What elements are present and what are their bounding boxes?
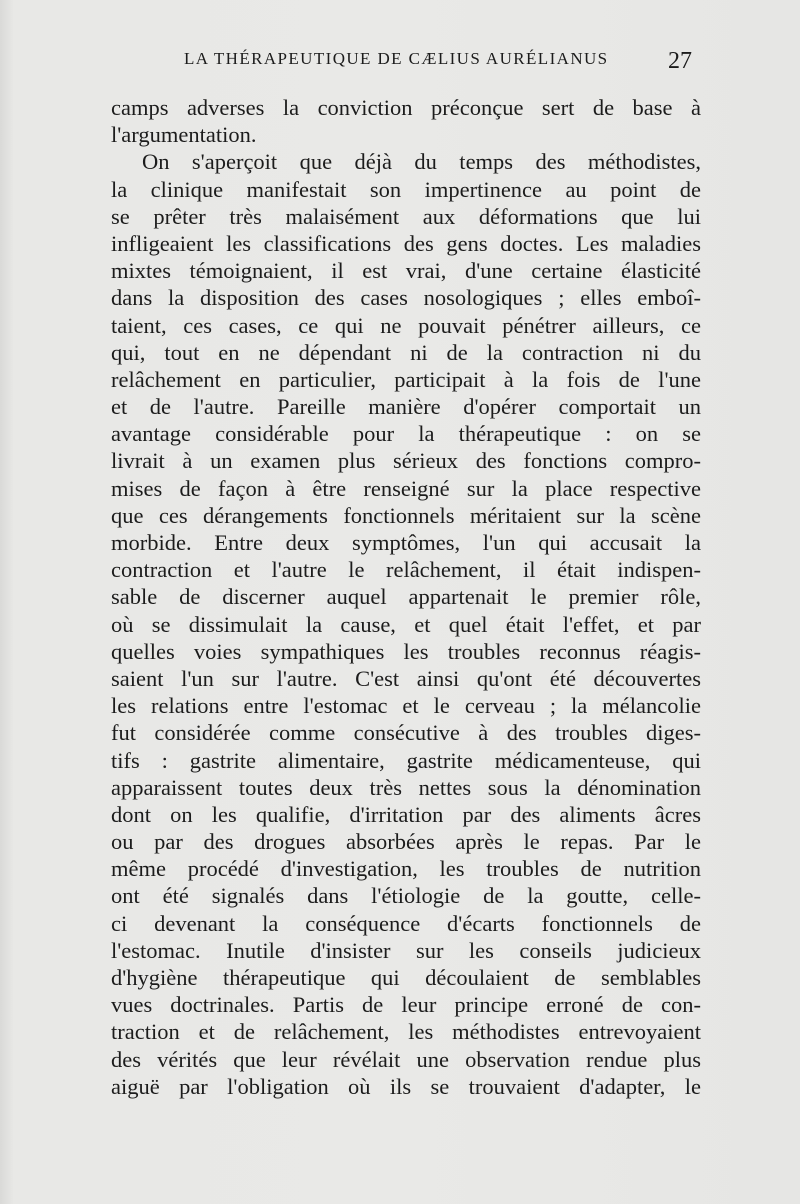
text-line: et de l'autre. Pareille manière d'opérer comportait un (111, 394, 701, 420)
text-line: morbide. Entre deux symptômes, l'un qui accusait la (111, 530, 701, 555)
running-title: LA THÉRAPEUTIQUE DE CÆLIUS AURÉLIANUS (184, 49, 609, 68)
text-line: ont été signalés dans l'étiologie de la goutte, celle- (111, 883, 701, 909)
text-line: les relations entre l'estomac et le cerveau ; la mélancolie (111, 693, 701, 719)
text-line: d'hygiène thérapeutique qui découlaient de semblables (111, 965, 701, 990)
page-number: 27 (668, 48, 692, 74)
body-text (111, 94, 701, 1100)
text-line: tifs : gastrite alimentaire, gastrite médicamenteuse, qui (111, 747, 701, 773)
text-line: sable de discerner auquel appartenait le premier rôle, (111, 584, 701, 610)
text-line: livrait à un examen plus sérieux des fonctions compro- (111, 448, 701, 474)
text-line: dans la disposition des cases nosologiques ; elles emboî- (111, 285, 701, 311)
text-line: taient, ces cases, ce qui ne pouvait pénétrer ailleurs, ce (111, 312, 701, 338)
text-line: mixtes témoignaient, il est vrai, d'une certaine élasticité (111, 258, 701, 284)
text-line: que ces dérangements fonctionnels méritaient sur la scène (111, 502, 701, 528)
text-line: fut considérée comme consécutive à des troubles diges- (111, 720, 701, 746)
text-line: l'estomac. Inutile d'insister sur les conseils judicieux (111, 937, 701, 963)
text-line: aiguë par l'obligation où ils se trouvaient d'adapter, le (111, 1073, 701, 1099)
text-line: où se dissimulait la cause, et quel était l'effet, et par (111, 611, 701, 637)
text-line: l'argumentation. (111, 122, 257, 148)
text-line: mises de façon à être renseigné sur la place respective (111, 475, 701, 501)
text-line: contraction et l'autre le relâchement, il était indispen- (111, 557, 701, 583)
page-header (110, 46, 702, 72)
text-line: avantage considérable pour la thérapeutique : on se (111, 421, 701, 447)
text-line: vues doctrinales. Partis de leur principe erroné de con- (111, 992, 701, 1018)
text-line: la clinique manifestait son impertinence au point de (111, 176, 701, 202)
text-line: même procédé d'investigation, les troubles de nutrition (111, 856, 701, 882)
text-line: apparaissent toutes deux très nettes sous la dénomination (111, 774, 701, 800)
text-line: traction et de relâchement, les méthodistes entrevoyaient (111, 1019, 701, 1045)
text-line: des vérités que leur révélait une observation rendue plus (111, 1046, 701, 1072)
text-line: camps adverses la conviction préconçue sert de base à (111, 95, 701, 120)
text-line: dont on les qualifie, d'irritation par des aliments âcres (111, 801, 701, 827)
text-line: se prêter très malaisément aux déformations que lui (111, 203, 701, 229)
text-line: On s'aperçoit que déjà du temps des méthodistes, (142, 149, 701, 175)
text-line: quelles voies sympathiques les troubles reconnus réagis- (111, 638, 701, 664)
text-line: ci devenant la conséquence d'écarts fonctionnels de (111, 910, 701, 936)
text-line: relâchement en particulier, participait à la fois de l'une (111, 366, 701, 392)
text-line: qui, tout en ne dépendant ni de la contraction ni du (111, 339, 701, 365)
text-line: saient l'un sur l'autre. C'est ainsi qu'ont été découvertes (111, 665, 701, 691)
text-line: infligeaient les classifications des gens doctes. Les maladies (111, 230, 701, 256)
text-line: ou par des drogues absorbées après le repas. Par le (111, 829, 701, 855)
